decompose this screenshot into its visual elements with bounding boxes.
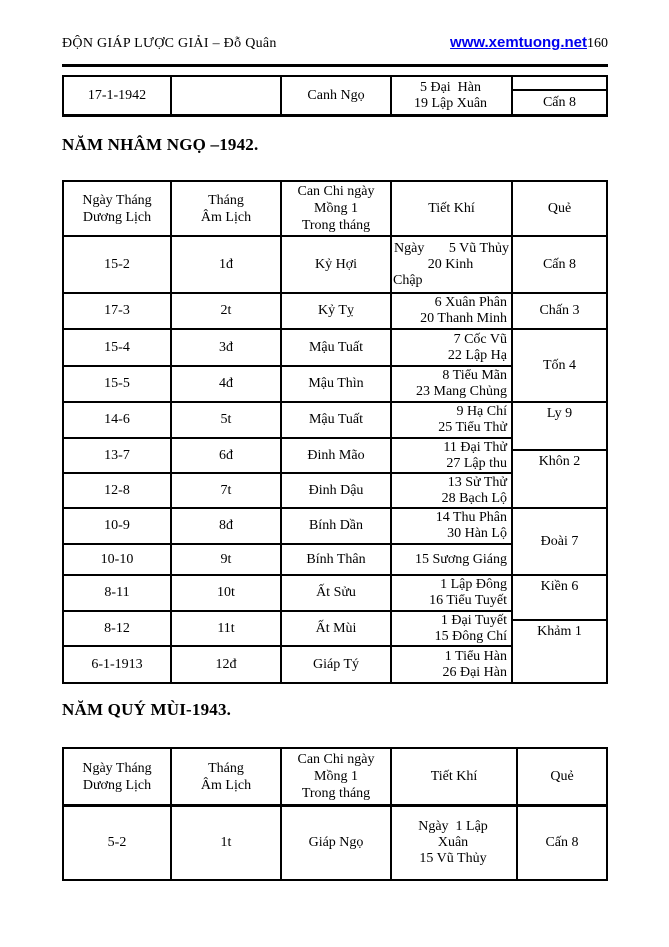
canchi-cell: Đinh Mão <box>282 439 392 472</box>
table-row <box>64 507 513 543</box>
tietkhi-cell <box>392 237 513 292</box>
que-cell: Khảm 1 <box>513 619 606 682</box>
date-cell: 13-7 <box>64 439 172 472</box>
canchi-cell: Ất Mùi <box>282 612 392 645</box>
tietkhi-cell <box>392 77 513 114</box>
que-cell: Tốn 4 <box>513 328 606 401</box>
column-header-line: Âm Lịch <box>200 777 252 793</box>
month-cell: 5t <box>172 403 282 437</box>
column-header <box>392 182 513 235</box>
column-header-line: Tiết Khí <box>428 201 475 216</box>
table-row <box>64 328 513 365</box>
tietkhi-line: 27 Lập thu <box>446 455 507 471</box>
column-header-line: Tháng <box>208 192 244 208</box>
que-cell-empty <box>513 77 606 89</box>
tietkhi-line: Ngày 1 Lập <box>418 819 488 834</box>
column-header <box>64 749 172 804</box>
tietkhi-cell <box>392 403 513 437</box>
table-row <box>64 437 513 472</box>
month-cell: 4đ <box>172 367 282 401</box>
tietkhi-cell <box>392 576 513 610</box>
canchi-cell: Ất Sửu <box>282 576 392 610</box>
month-cell: 3đ <box>172 330 282 365</box>
que-cell: Khôn 2 <box>513 449 606 507</box>
table-row <box>64 292 513 328</box>
canchi-cell: Kỷ Hợi <box>282 237 392 292</box>
column-header <box>392 749 518 804</box>
table-row <box>64 543 513 574</box>
column-header-line: Âm Lịch <box>200 209 252 225</box>
tietkhi-line: 23 Mang Chủng <box>416 384 507 399</box>
continuation-table <box>62 75 608 117</box>
site-link[interactable]: www.xemtuong.net <box>450 34 587 51</box>
tietkhi-line: 28 Bạch Lộ <box>441 490 507 506</box>
table-header-row <box>64 749 606 807</box>
tietkhi-line: 7 Cốc Vũ <box>453 331 507 347</box>
canchi-cell: Canh Ngọ <box>282 77 392 114</box>
table-body <box>64 77 606 114</box>
canchi-cell: Kỷ Tỵ <box>282 294 392 328</box>
date-cell: 17-3 <box>64 294 172 328</box>
date-cell: 5-2 <box>64 807 172 879</box>
canchi-cell: Mậu Tuất <box>282 330 392 365</box>
tietkhi-cell <box>392 612 513 645</box>
table-row <box>64 401 513 437</box>
que-cell: Cấn 8 <box>542 256 577 272</box>
table-row <box>64 472 513 507</box>
column-header-line: Tháng <box>208 760 244 776</box>
page-header-right <box>450 34 608 52</box>
column-header <box>282 749 392 804</box>
tietkhi-line: 15 Đông Chí <box>434 628 507 644</box>
column-header-line: Can Chi ngày <box>297 752 375 767</box>
tietkhi-line: 9 Hạ Chí <box>456 404 507 419</box>
table-row <box>64 645 513 682</box>
que-column <box>518 807 606 879</box>
tietkhi-cell <box>392 330 513 365</box>
canchi-cell: Bính Dần <box>282 509 392 543</box>
tietkhi-line: Xuân <box>437 835 469 850</box>
table-row <box>64 237 513 292</box>
tietkhi-line: Chập <box>393 272 423 288</box>
date-cell: 6-1-1913 <box>64 647 172 682</box>
column-header-line: Trong tháng <box>301 786 371 801</box>
date-cell: 15-5 <box>64 367 172 401</box>
month-cell: 6đ <box>172 439 282 472</box>
tietkhi-line: 20 Thanh Minh <box>420 311 507 326</box>
month-cell <box>172 77 282 114</box>
que-cell: Đoài 7 <box>513 507 606 574</box>
column-header-line: Tiết Khí <box>430 769 478 784</box>
column-header-line: Ngày Tháng <box>82 760 152 776</box>
tietkhi-cell <box>392 647 513 682</box>
tietkhi-line: 25 Tiểu Thử <box>438 420 507 435</box>
month-cell: 11t <box>172 612 282 645</box>
tietkhi-line: 20 Kinh <box>427 256 474 272</box>
tietkhi-line: 1 Đại Tuyết <box>440 612 507 628</box>
page-number: 160 <box>587 36 608 51</box>
date-cell: 10-9 <box>64 509 172 543</box>
tietkhi-line: 19 Lập Xuân <box>413 95 488 111</box>
month-cell: 9t <box>172 545 282 574</box>
que-column <box>513 237 606 682</box>
que-cell: Chấn 3 <box>513 292 606 328</box>
tietkhi-cell <box>392 367 513 401</box>
column-header-line: Mồng 1 <box>314 201 358 216</box>
tietkhi-line: 1 Tiểu Hàn <box>444 648 507 664</box>
section-heading-1943: NĂM QUÝ MÙI-1943. <box>62 700 232 719</box>
tietkhi-line <box>392 241 511 257</box>
column-header <box>64 182 172 235</box>
table-row <box>64 365 513 401</box>
que-column <box>513 77 606 114</box>
column-header <box>518 749 606 804</box>
table-body-left <box>64 237 513 682</box>
column-header-line: Ngày Tháng <box>82 192 152 208</box>
tietkhi-line: 15 Sương Giáng <box>415 551 507 567</box>
table-body <box>64 237 606 682</box>
tietkhi-line: 15 Vũ Thủy <box>419 851 487 866</box>
column-header <box>513 182 606 235</box>
tietkhi-line: 16 Tiểu Tuyết <box>429 593 507 608</box>
tietkhi-line-right: 5 Vũ Thủy <box>448 240 509 256</box>
tietkhi-cell <box>392 807 518 879</box>
table-row <box>64 574 513 610</box>
month-cell: 7t <box>172 474 282 507</box>
column-header-line: Quẻ <box>550 769 574 784</box>
tietkhi-line: 22 Lập Hạ <box>447 347 507 363</box>
tietkhi-cell <box>392 509 513 543</box>
tietkhi-line: 14 Thu Phân <box>435 510 507 525</box>
table-row <box>64 77 513 114</box>
month-cell: 12đ <box>172 647 282 682</box>
date-cell: 17-1-1942 <box>64 77 172 114</box>
date-cell: 14-6 <box>64 403 172 437</box>
tietkhi-line: 13 Sử Thử <box>447 474 507 490</box>
date-cell: 15-4 <box>64 330 172 365</box>
page-header-title: ĐỘN GIÁP LƯỢC GIẢI – Đỗ Quân <box>62 36 277 51</box>
table-body <box>64 807 606 879</box>
canchi-cell: Mậu Tuất <box>282 403 392 437</box>
que-cell: Ly 9 <box>513 401 606 449</box>
tietkhi-cell <box>392 294 513 328</box>
section-heading-1942: NĂM NHÂM NGỌ –1942. <box>62 135 259 154</box>
tietkhi-cell <box>392 545 513 574</box>
table-row <box>64 610 513 645</box>
tietkhi-line: 26 Đại Hàn <box>442 664 507 680</box>
que-cell: Cấn 8 <box>545 835 579 850</box>
tietkhi-line: 30 Hàn Lộ <box>447 526 507 541</box>
date-cell: 15-2 <box>64 237 172 292</box>
tietkhi-line: 6 Xuân Phân <box>434 295 507 310</box>
tietkhi-cell <box>392 474 513 507</box>
tietkhi-cell <box>392 439 513 472</box>
header-rule <box>62 64 608 67</box>
que-cell: Cấn 8 <box>513 89 606 114</box>
column-header-line: Dương Lịch <box>82 209 152 225</box>
column-header <box>172 749 282 804</box>
month-cell: 1đ <box>172 237 282 292</box>
year-table-1943 <box>62 747 608 881</box>
page-header <box>62 34 608 52</box>
column-header-line: Mồng 1 <box>314 769 358 784</box>
table-body-left <box>64 77 513 114</box>
month-cell: 2t <box>172 294 282 328</box>
column-header <box>172 182 282 235</box>
date-cell: 8-12 <box>64 612 172 645</box>
canchi-cell: Đinh Dậu <box>282 474 392 507</box>
date-cell: 10-10 <box>64 545 172 574</box>
column-header-line: Trong tháng <box>301 218 371 233</box>
tietkhi-line: 5 Đại Hàn <box>419 79 482 95</box>
table-row <box>64 807 518 879</box>
month-cell: 1t <box>172 807 282 879</box>
column-header-line: Can Chi ngày <box>297 184 375 199</box>
tietkhi-line: 8 Tiểu Mãn <box>442 368 507 383</box>
month-cell: 8đ <box>172 509 282 543</box>
canchi-cell: Giáp Ngọ <box>282 807 392 879</box>
tietkhi-line: 11 Đại Thử <box>443 439 507 455</box>
date-cell: 8-11 <box>64 576 172 610</box>
canchi-cell: Mậu Thìn <box>282 367 392 401</box>
que-cell: Kiền 6 <box>513 574 606 619</box>
column-header-line: Quẻ <box>547 201 572 216</box>
tietkhi-line-left: Ngày <box>394 240 425 256</box>
table-body-left <box>64 807 518 879</box>
canchi-cell: Giáp Tý <box>282 647 392 682</box>
column-header <box>282 182 392 235</box>
canchi-cell: Bính Thân <box>282 545 392 574</box>
date-cell: 12-8 <box>64 474 172 507</box>
table-header-row <box>64 182 606 237</box>
month-cell: 10t <box>172 576 282 610</box>
column-header-line: Dương Lịch <box>82 777 152 793</box>
year-table-1942 <box>62 180 608 684</box>
tietkhi-line: 1 Lập Đông <box>440 577 507 592</box>
